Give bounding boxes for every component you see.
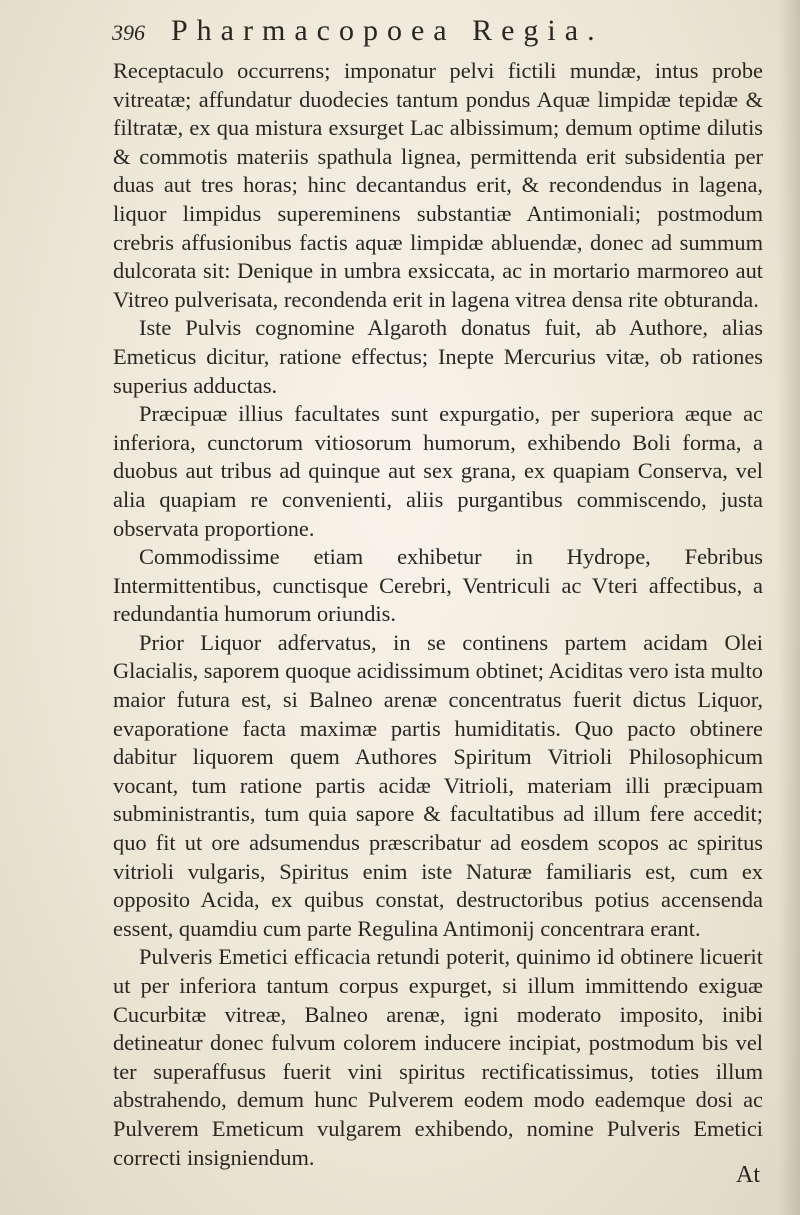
paragraph-algaroth: Iste Pulvis cognomine Algaroth donatus fuit, ab Authore, alias Emeticus dicitur, ratione effectus; Inepte Mercurius vitæ, ob rationes superius adductas. <box>113 315 763 398</box>
paragraph-facultates: Præcipuæ illius facultates sunt expurgatio, per superiora æque ac inferiora, cunctorum vitiosorum humorum, exhibendo Boli forma, a duobus aut tribus ad quinque aut sex grana, ex quapiam Conserva, vel alia quapiam re convenienti, aliis purgantibus commiscendo, justa observata proportione. <box>113 401 763 541</box>
page-number: 396 <box>112 20 145 45</box>
page-header <box>112 14 800 54</box>
body-text <box>113 57 763 1172</box>
paragraph-receptaculo: Receptaculo occurrens; imponatur pelvi fictili mundæ, intus probe vitreatæ; affundatur duodecies tantum pondus Aquæ limpidæ tepidæ & filtratæ, ex qua mistura exsurget Lac albissimum; demum optime dilutis & commotis materiis spathula lignea, permittenda erit subsidentia per duas aut tres horas; hinc decantandus erit, & recondendus in lagena, liquor limpidus supereminens substantiæ Antimoniali; postmodum crebris affusionibus factis aquæ limpidæ abluendæ, donec ad summum dulcorata sit: Denique in umbra exsiccata, ac in mortario marmoreo aut Vitreo pulverisata, recondenda erit in lagena vitrea densa rite obturanda. <box>113 58 763 312</box>
paragraph-pulveris-emetici: Pulveris Emetici efficacia retundi poterit, quinimo id obtinere licuerit ut per inferiora tantum corpus expurget, si illum immittendo exiguæ Cucurbitæ vitreæ, Balneo arenæ, igni moderato imposito, inibi detineatur donec fulvum colorem inducere incipiat, postmodum bis vel ter superaffusus fuerit vini spiritus rectificatissimus, toties illum abstrahendo, demum hunc Pulverem eodem modo eademque dosi ac Pulverem Emeticum vulgarem exhibendo, nomine Pulveris Emetici correcti insigniendum. <box>113 944 763 1170</box>
running-title: Pharmacopoea Regia. <box>171 14 604 47</box>
catchword: At <box>736 1162 760 1188</box>
paragraph-hydrope: Commodissime etiam exhibetur in Hydrope, Febribus Intermittentibus, cunctisque Cerebri, Ventriculi ac Vteri affectibus, a redundantia humorum oriundis. <box>113 544 763 627</box>
paragraph-prior-liquor: Prior Liquor adfervatus, in se continens partem acidam Olei Glacialis, saporem quoque acidissimum obtinet; Aciditas vero ista multo maior futura est, si Balneo arenæ concentratus fuerit dictus Liquor, evaporatione facta maximæ partis humiditatis. Quo pacto obtinere dabitur liquorem quem Authores Spiritum Vitrioli Philosophicum vocant, tum ratione partis acidæ Vitrioli, materiam illi præcipuam subministrantis, tum quia sapore & facultatibus ad illum fere accedit; quo fit ut ore adsumendus præscribatur ad eosdem scopos ac spiritus vitrioli vulgaris, Spiritus enim iste Naturæ familiaris est, cum ex opposito Acida, ex quibus constat, destructoribus potius accensenda essent, quamdiu cum parte Regulina Antimonij concentrara erant. <box>113 629 763 941</box>
